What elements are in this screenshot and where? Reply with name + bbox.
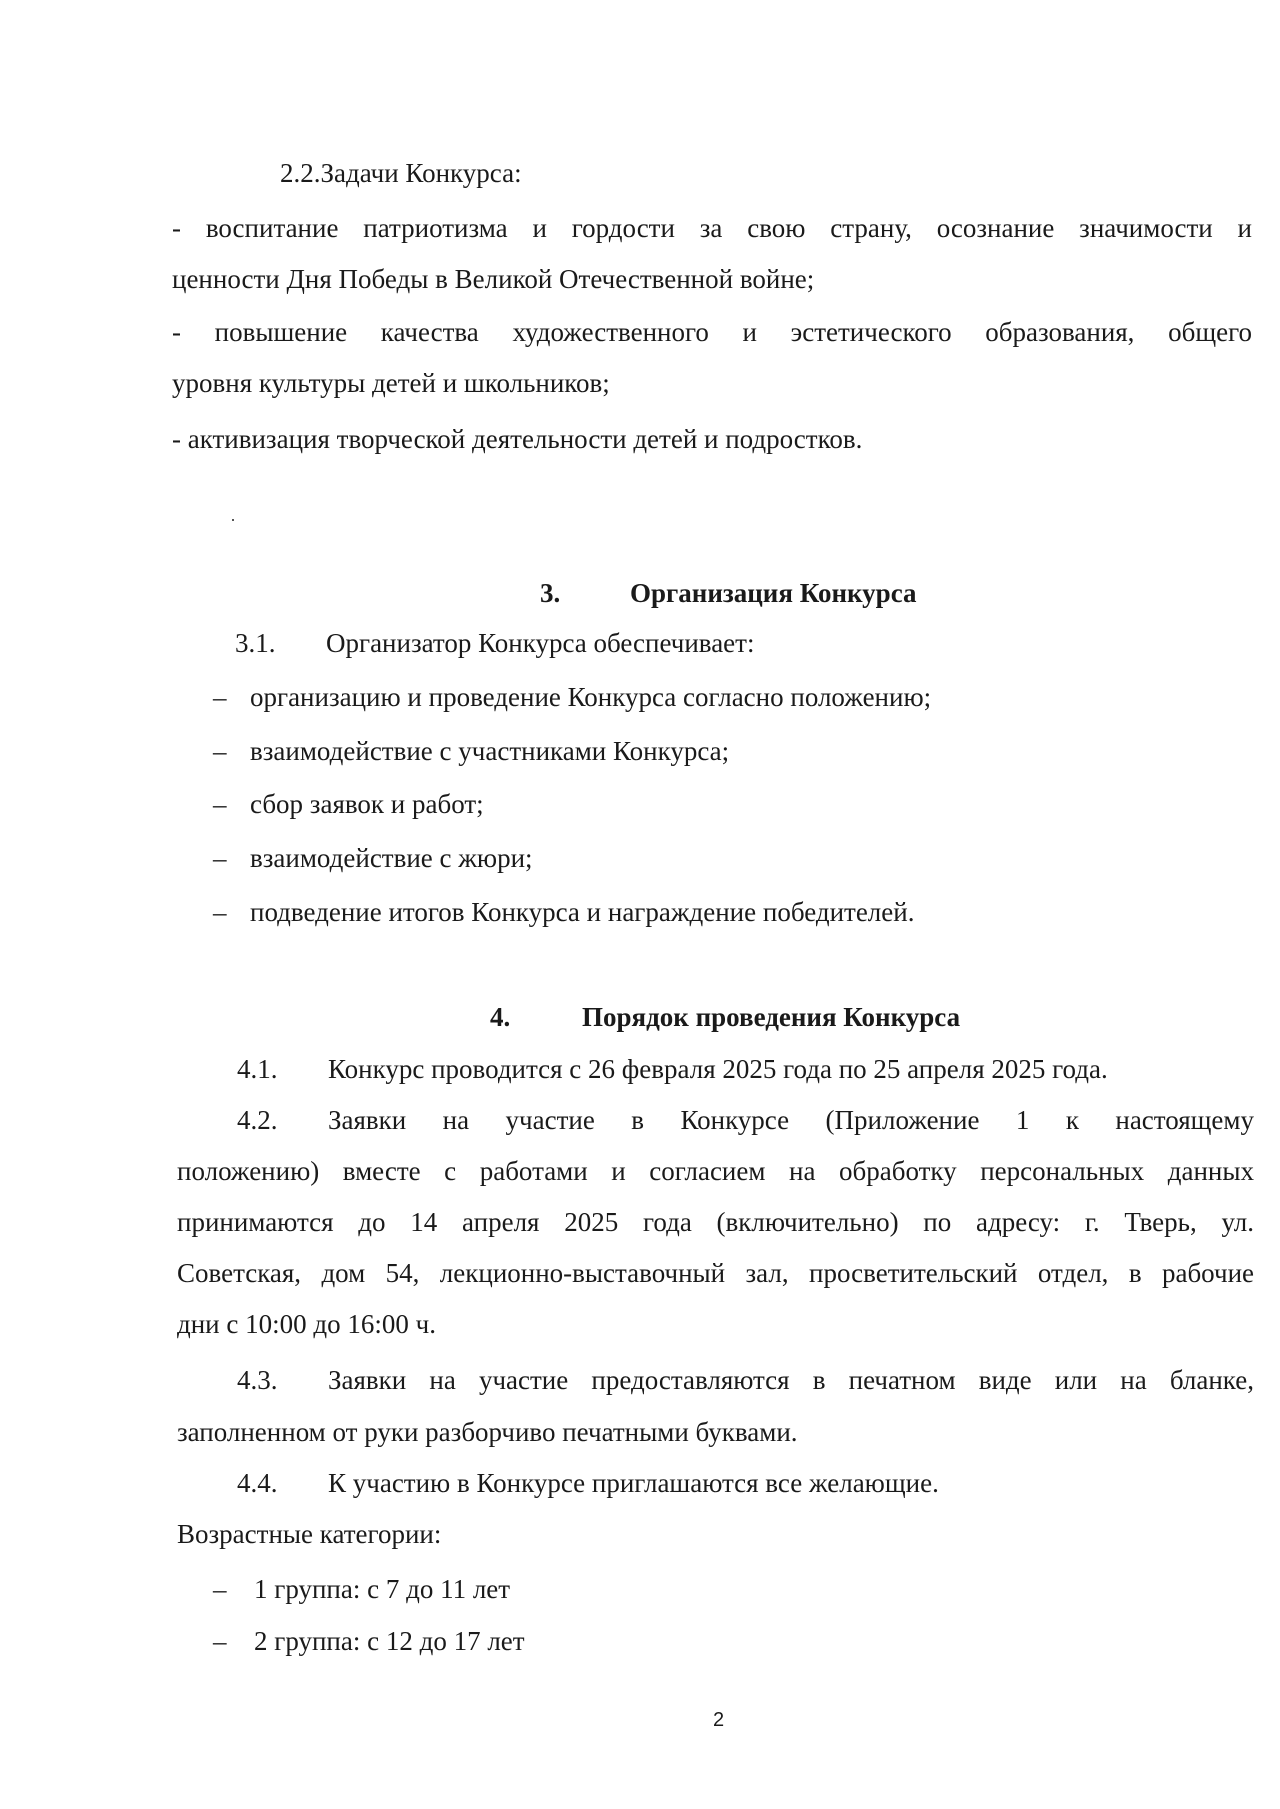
section-3-number: 3. bbox=[540, 578, 561, 608]
bullet-dash: – bbox=[213, 736, 227, 766]
bullet-dash: – bbox=[213, 789, 227, 819]
task-line-2: ценности Дня Победы в Великой Отечественной войне; bbox=[172, 264, 815, 294]
item-4-2-line-1 bbox=[328, 1103, 1254, 1137]
item-4-3-line-1 bbox=[328, 1363, 1254, 1397]
bullet-dash: – bbox=[213, 843, 227, 873]
bullet-item: взаимодействие с жюри; bbox=[250, 843, 533, 873]
item-4-4-text: К участию в Конкурсе приглашаются все желающие. bbox=[328, 1468, 939, 1498]
task-line-1-text: - воспитание патриотизма и гордости за свою страну, осознание значимости и bbox=[172, 213, 1252, 243]
item-4-2-line-1-text: Заявки на участие в Конкурсе (Приложение 1 к настоящему bbox=[328, 1105, 1254, 1135]
task-line-5: - активизация творческой деятельности детей и подростков. bbox=[172, 424, 863, 454]
item-4-2-line-3 bbox=[177, 1205, 1254, 1239]
item-4-2-line-3-text: принимаются до 14 апреля 2025 года (включительно) по адресу: г. Тверь, ул. bbox=[177, 1207, 1254, 1237]
bullet-item: организацию и проведение Конкурса согласно положению; bbox=[250, 682, 932, 712]
item-4-1-number: 4.1. bbox=[237, 1054, 278, 1084]
age-group-item: 2 группа: с 12 до 17 лет bbox=[254, 1626, 525, 1656]
scan-speck bbox=[232, 519, 234, 521]
bullet-item: взаимодействие с участниками Конкурса; bbox=[250, 736, 730, 766]
item-3-1-number: 3.1. bbox=[235, 628, 276, 658]
bullet-item: подведение итогов Конкурса и награждение победителей. bbox=[250, 897, 915, 927]
bullet-dash: – bbox=[213, 682, 227, 712]
section-3-title: Организация Конкурса bbox=[630, 578, 917, 608]
item-4-2-line-4-text: Советская, дом 54, лекционно-выставочный зал, просветительский отдел, в рабочие bbox=[177, 1258, 1254, 1288]
item-4-2-line-5: дни с 10:00 до 16:00 ч. bbox=[177, 1309, 436, 1339]
item-4-1-text: Конкурс проводится с 26 февраля 2025 года по 25 апреля 2025 года. bbox=[328, 1054, 1108, 1084]
item-4-2-line-4 bbox=[177, 1256, 1254, 1290]
bullet-item: сбор заявок и работ; bbox=[250, 789, 484, 819]
item-4-3-line-1-text: Заявки на участие предоставляются в печатном виде или на бланке, bbox=[328, 1365, 1254, 1395]
page-number: 2 bbox=[713, 1709, 725, 1731]
section-4-title: Порядок проведения Конкурса bbox=[582, 1002, 961, 1032]
age-categories-label: Возрастные категории: bbox=[177, 1519, 442, 1549]
item-3-1-text: Организатор Конкурса обеспечивает: bbox=[326, 628, 755, 658]
item-4-3-number: 4.3. bbox=[237, 1365, 278, 1395]
bullet-dash: – bbox=[213, 1626, 227, 1656]
section-4-number: 4. bbox=[490, 1002, 511, 1032]
task-line-4: уровня культуры детей и школьников; bbox=[172, 368, 610, 398]
task-line-3 bbox=[172, 315, 1252, 349]
item-4-2-line-2-text: положению) вместе с работами и согласием на обработку персональных данных bbox=[177, 1156, 1254, 1186]
task-line-1 bbox=[172, 211, 1252, 245]
age-group-item: 1 группа: с 7 до 11 лет bbox=[254, 1574, 511, 1604]
item-4-2-number: 4.2. bbox=[237, 1105, 278, 1135]
item-4-3-line-2: заполненном от руки разборчиво печатными буквами. bbox=[177, 1417, 798, 1447]
item-4-2-line-2 bbox=[177, 1154, 1254, 1188]
bullet-dash: – bbox=[213, 1574, 227, 1604]
item-4-4-number: 4.4. bbox=[237, 1468, 278, 1498]
bullet-dash: – bbox=[213, 897, 227, 927]
task-line-3-text: - повышение качества художественного и эстетического образования, общего bbox=[172, 317, 1252, 347]
subheading-2-2: 2.2.Задачи Конкурса: bbox=[280, 158, 522, 188]
